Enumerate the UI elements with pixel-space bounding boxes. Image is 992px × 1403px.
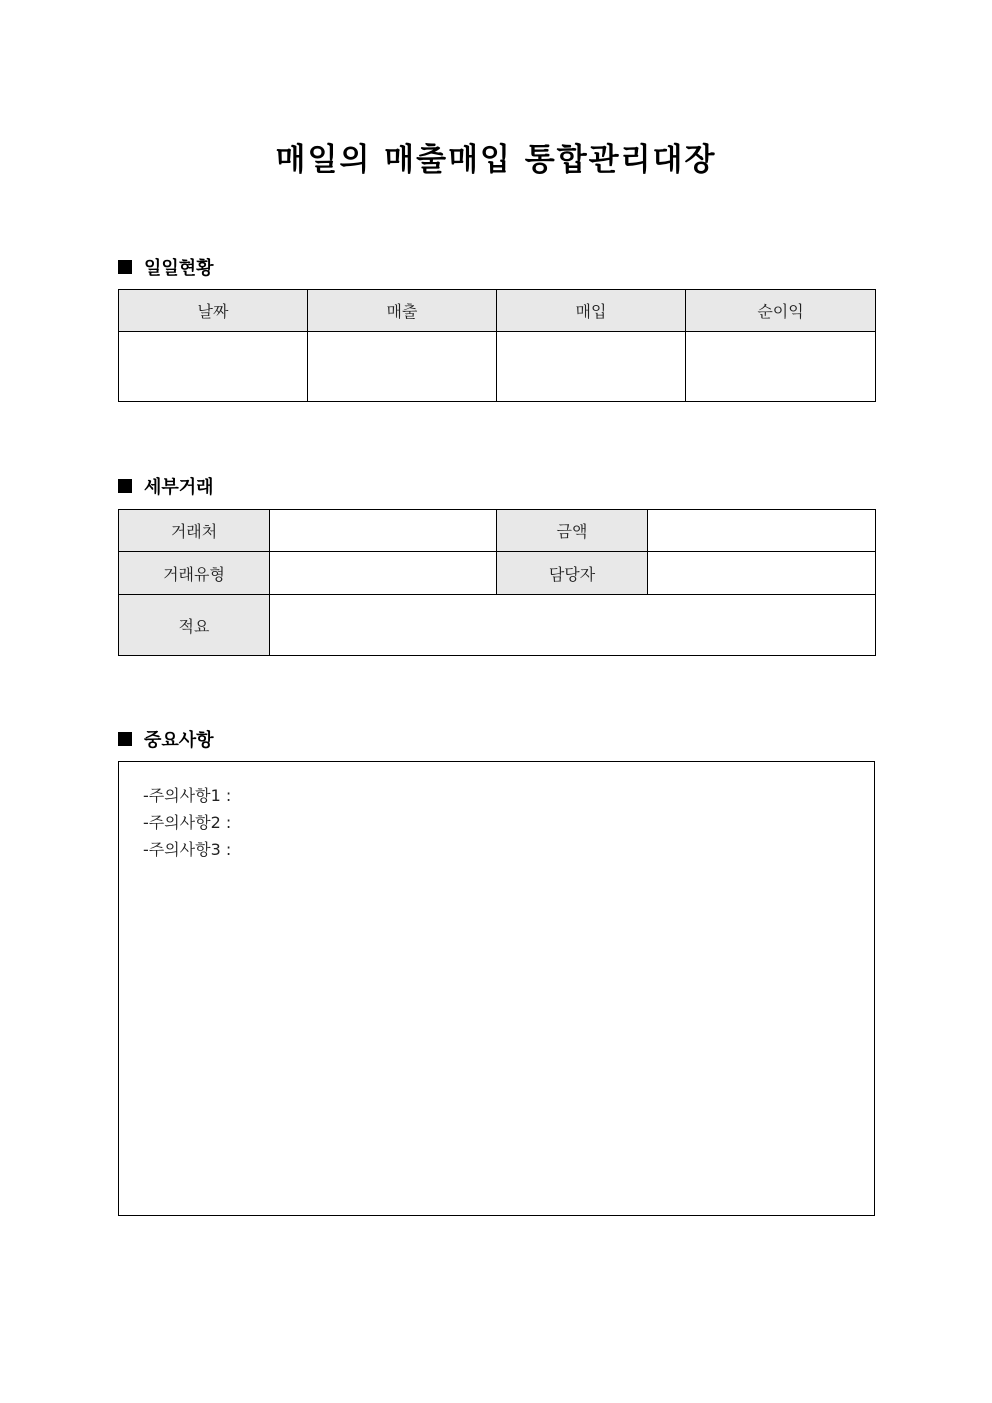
label-partner: 거래처 [119,510,270,552]
cell-manager[interactable] [648,552,876,595]
cell-purchase[interactable] [497,332,686,402]
header-sales: 매출 [308,290,497,332]
transaction-detail-table [118,509,876,656]
cell-date[interactable] [119,332,308,402]
square-bullet-icon [118,479,132,493]
cell-amount[interactable] [648,510,876,552]
note-item-3: -주의사항3 : [143,840,232,859]
square-bullet-icon [118,260,132,274]
header-date: 날짜 [119,290,308,332]
label-amount: 금액 [497,510,648,552]
cell-summary[interactable] [270,595,876,656]
section-important-label: 중요사항 [144,730,214,751]
header-net-profit: 순이익 [686,290,876,332]
daily-status-table [118,289,876,402]
header-purchase: 매입 [497,290,686,332]
section-daily-heading [118,254,214,280]
note-item-1: -주의사항1 : [143,786,232,805]
square-bullet-icon [118,732,132,746]
important-notes-box[interactable] [118,761,875,1216]
page-title: 매일의 매출매입 통합관리대장 [275,142,717,178]
label-transaction-type: 거래유형 [119,552,270,595]
section-detail-heading [118,473,214,499]
cell-partner[interactable] [270,510,497,552]
note-item-2: -주의사항2 : [143,813,232,832]
section-daily-label: 일일현황 [144,258,214,279]
cell-sales[interactable] [308,332,497,402]
cell-net-profit[interactable] [686,332,876,402]
section-important-heading [118,726,214,752]
section-detail-label: 세부거래 [144,477,214,498]
label-manager: 담당자 [497,552,648,595]
cell-transaction-type[interactable] [270,552,497,595]
label-summary: 적요 [119,595,270,656]
